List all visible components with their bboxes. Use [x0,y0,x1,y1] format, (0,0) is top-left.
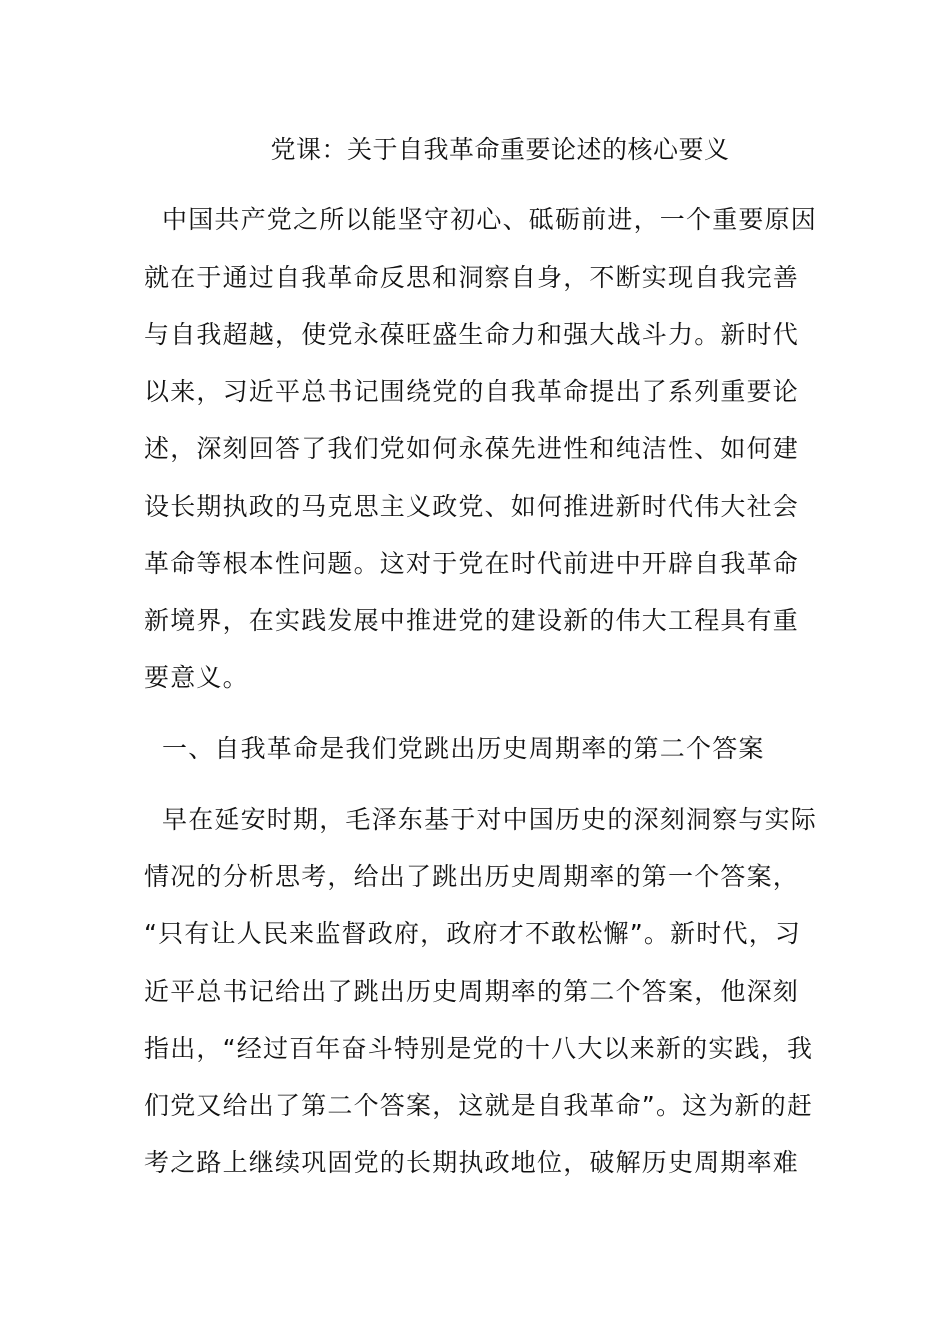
section-line: 情况的分析思考，给出了跳出历史周期率的第一个答案， [144,862,800,891]
document-title: 党课：关于自我革命重要论述的核心要义 [270,135,730,164]
intro-line: 述，深刻回答了我们党如何永葆先进性和纯洁性、如何建 [144,434,800,463]
section-line: 近平总书记给出了跳出历史周期率的第二个答案，他深刻 [144,977,800,1006]
section-heading: 一、自我革命是我们党跳出历史周期率的第二个答案 [162,734,765,763]
section-line: 考之路上继续巩固党的长期执政地位，破解历史周期率难 [144,1148,800,1177]
section-line: 早在延安时期，毛泽东基于对中国历史的深刻洞察与实际 [162,805,818,834]
intro-line: 与自我超越，使党永葆旺盛生命力和强大战斗力。新时代 [144,320,800,349]
intro-line: 新境界，在实践发展中推进党的建设新的伟大工程具有重 [144,606,800,635]
intro-line: 革命等根本性问题。这对于党在时代前进中开辟自我革命 [144,549,800,578]
intro-line: 以来，习近平总书记围绕党的自我革命提出了系列重要论 [144,377,800,406]
section-line: “只有让人民来监督政府，政府才不敢松懈”。新时代，习 [144,919,802,948]
intro-line: 中国共产党之所以能坚守初心、砥砺前进，一个重要原因 [162,205,818,234]
section-line: 们党又给出了第二个答案，这就是自我革命”。这为新的赶 [144,1091,814,1120]
section-line: 指出，“经过百年奋斗特别是党的十八大以来新的实践，我 [144,1034,814,1063]
intro-line: 就在于通过自我革命反思和洞察自身，不断实现自我完善 [144,263,800,292]
intro-line: 要意义。 [144,663,249,692]
intro-line: 设长期执政的马克思主义政党、如何推进新时代伟大社会 [144,492,800,521]
